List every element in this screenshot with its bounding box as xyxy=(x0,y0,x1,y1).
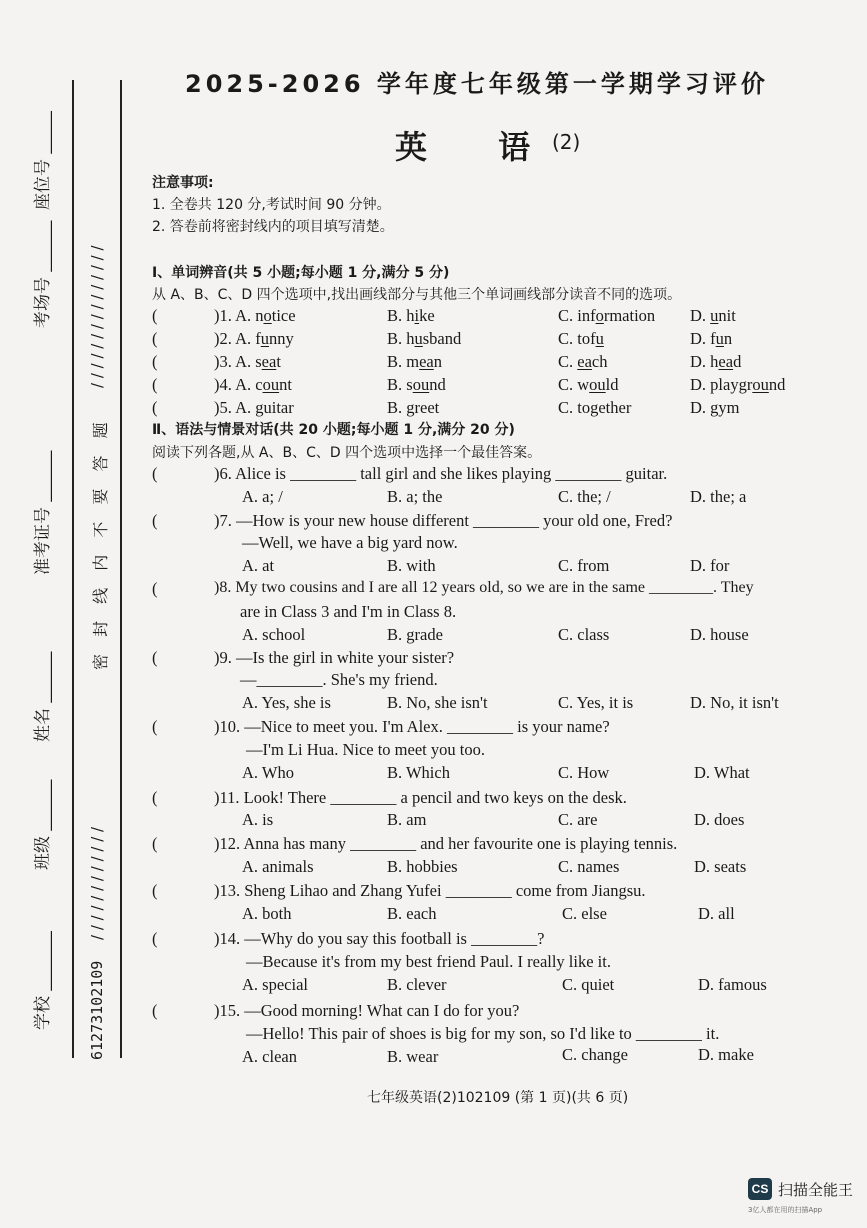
option-c: C. would xyxy=(558,375,619,394)
answer-bracket[interactable]: ( xyxy=(152,579,158,598)
answer-bracket[interactable]: ( xyxy=(152,648,158,667)
option-b: B. Which xyxy=(387,763,450,782)
question-stem: )11. Look! There ________ a pencil and two keys on the desk. xyxy=(214,788,627,807)
option-a: )5. A. guitar xyxy=(214,398,294,417)
option-d: D. fun xyxy=(690,329,733,348)
question-line-2: —I'm Li Hua. Nice to meet you too. xyxy=(246,740,485,759)
school-blank[interactable]: _______ xyxy=(33,931,53,991)
question-line-2: —Well, we have a big yard now. xyxy=(242,533,458,552)
notice-title: 注意事项: xyxy=(152,175,214,191)
option-b: B. wear xyxy=(387,1047,439,1066)
section-2-instructions: 阅读下列各题,从 A、B、C、D 四个选项中选择一个最佳答案。 xyxy=(152,445,542,461)
option-b: B. greet xyxy=(387,398,440,417)
option-a: )1. A. notice xyxy=(214,306,296,325)
slash-bottom: / / / / / / / / / / / / xyxy=(88,826,106,940)
option-a: )4. A. count xyxy=(214,375,292,394)
answer-bracket[interactable]: ( xyxy=(152,834,158,853)
option-c: C. else xyxy=(562,904,607,923)
answer-bracket[interactable]: ( xyxy=(152,1001,158,1020)
question-stem: )14. —Why do you say this football is ________? xyxy=(214,929,545,948)
option-b: B. a; the xyxy=(387,487,443,506)
exam-title: 2025-2026 学年度七年级第一学期学习评价 xyxy=(185,70,769,98)
option-d: D. does xyxy=(694,810,745,829)
option-a: A. at xyxy=(242,556,275,575)
question-stem: )15. —Good morning! What can I do for you? xyxy=(214,1001,520,1020)
option-d: D. unit xyxy=(690,306,736,325)
option-a: )3. A. seat xyxy=(214,352,281,371)
option-b: B. No, she isn't xyxy=(387,693,488,712)
option-c: C. How xyxy=(558,763,610,782)
class-blank[interactable]: ______ xyxy=(33,779,53,831)
camscanner-logo: CS xyxy=(748,1178,772,1200)
option-b: B. mean xyxy=(387,352,442,371)
room-label: 考场号 ______ xyxy=(33,220,53,328)
option-a: )2. A. funny xyxy=(214,329,294,348)
option-c: C. tofu xyxy=(558,329,604,348)
option-d: D. gym xyxy=(690,398,740,417)
section-1-instructions: 从 A、B、C、D 四个选项中,找出画线部分与其他三个单词画线部分读音不同的选项。 xyxy=(152,287,682,303)
option-a: A. a; / xyxy=(242,487,283,506)
answer-bracket[interactable]: ( xyxy=(152,788,158,807)
option-b: B. with xyxy=(387,556,436,575)
option-d: D. head xyxy=(690,352,742,371)
option-c: C. information xyxy=(558,306,656,325)
camscanner-tagline: 3亿人都在用的扫描App xyxy=(748,1206,823,1214)
question-stem: )13. Sheng Lihao and Zhang Yufei ________ come from Jiangsu. xyxy=(214,881,646,900)
option-d: D. make xyxy=(698,1045,754,1064)
option-d: D. house xyxy=(690,625,749,644)
option-c: C. together xyxy=(558,398,632,417)
option-a: A. is xyxy=(242,810,274,829)
option-d: D. What xyxy=(694,763,750,782)
answer-bracket[interactable]: ( xyxy=(152,352,158,371)
question-line-2: are in Class 3 and I'm in Class 8. xyxy=(240,602,457,621)
answer-bracket[interactable]: ( xyxy=(152,329,158,348)
notice-line-2: 2. 答卷前将密封线内的项目填写清楚。 xyxy=(152,219,394,235)
option-c: C. change xyxy=(562,1045,628,1064)
option-b: B. am xyxy=(387,810,427,829)
question-stem: )8. My two cousins and I are all 12 years old, so we are in the same ________. They xyxy=(214,579,754,596)
seat-blank[interactable]: _____ xyxy=(33,111,53,154)
seal-notice: 密 封 线 内 不 要 答 题 xyxy=(91,416,110,670)
subject-number: (2) xyxy=(552,130,581,154)
answer-bracket[interactable]: ( xyxy=(152,929,158,948)
question-stem: )6. Alice is ________ tall girl and she likes playing ________ guitar. xyxy=(214,464,668,483)
option-b: B. sound xyxy=(387,375,446,394)
question-stem: )10. —Nice to meet you. I'm Alex. ________ is your name? xyxy=(214,717,610,736)
option-b: B. clever xyxy=(387,975,447,994)
option-b: B. grade xyxy=(387,625,443,644)
name-label: 姓名 ______ xyxy=(33,651,53,742)
room-blank[interactable]: ______ xyxy=(33,220,53,272)
option-c: C. Yes, it is xyxy=(558,693,634,712)
option-b: B. hobbies xyxy=(387,857,458,876)
option-a: A. Who xyxy=(242,763,294,782)
question-stem: )12. Anna has many ________ and her favourite one is playing tennis. xyxy=(214,834,678,853)
exam-no-blank[interactable]: ______ xyxy=(33,450,53,502)
option-b: B. each xyxy=(387,904,437,923)
notice-line-1: 1. 全卷共 120 分,考试时间 90 分钟。 xyxy=(152,197,391,213)
exam-no-label: 准考证号 ______ xyxy=(33,450,53,575)
question-stem: )9. —Is the girl in white your sister? xyxy=(214,648,455,667)
option-c: C. each xyxy=(558,352,608,371)
paper-code: 61273102109 xyxy=(88,960,106,1060)
option-d: D. for xyxy=(690,556,730,575)
binding-line-right xyxy=(120,80,122,1058)
option-d: D. all xyxy=(698,904,735,923)
school-label: 学校 _______ xyxy=(33,931,53,1030)
answer-bracket[interactable]: ( xyxy=(152,464,158,483)
option-a: A. school xyxy=(242,625,306,644)
option-c: C. names xyxy=(558,857,620,876)
answer-bracket[interactable]: ( xyxy=(152,717,158,736)
question-line-2: —Hello! This pair of shoes is big for my son, so I'd like to ________ it. xyxy=(246,1024,720,1043)
option-c: C. the; / xyxy=(558,487,611,506)
option-c: C. are xyxy=(558,810,598,829)
option-d: D. famous xyxy=(698,975,767,994)
binding-line-left xyxy=(72,80,74,1058)
option-c: C. quiet xyxy=(562,975,615,994)
question-stem: )7. —How is your new house different ________ your old one, Fred? xyxy=(214,511,673,530)
option-d: D. No, it isn't xyxy=(690,693,779,712)
seat-label: 座位号 _____ xyxy=(33,111,53,210)
subject-title: 英 语 xyxy=(395,128,561,166)
name-blank[interactable]: ______ xyxy=(33,651,53,703)
class-label: 班级 ______ xyxy=(33,779,53,870)
option-a: A. animals xyxy=(242,857,314,876)
camscanner-name: 扫描全能王 xyxy=(778,1181,854,1199)
option-a: A. clean xyxy=(242,1047,297,1066)
option-a: A. both xyxy=(242,904,292,923)
answer-bracket[interactable]: ( xyxy=(152,398,158,417)
answer-bracket[interactable]: ( xyxy=(152,375,158,394)
answer-bracket[interactable]: ( xyxy=(152,306,158,325)
option-a: A. Yes, she is xyxy=(242,693,331,712)
option-a: A. special xyxy=(242,975,308,994)
option-c: C. from xyxy=(558,556,610,575)
answer-bracket[interactable]: ( xyxy=(152,511,158,530)
option-d: D. seats xyxy=(694,857,747,876)
option-c: C. class xyxy=(558,625,610,644)
page-footer: 七年级英语(2)102109 (第 1 页)(共 6 页) xyxy=(367,1090,629,1106)
option-b: B. hike xyxy=(387,306,435,325)
question-line-2: —Because it's from my best friend Paul. I really like it. xyxy=(246,952,611,971)
option-b: B. husband xyxy=(387,329,462,348)
section-1-title: Ⅰ、单词辨音(共 5 小题;每小题 1 分,满分 5 分) xyxy=(152,265,450,281)
section-2-title: Ⅱ、语法与情景对话(共 20 小题;每小题 1 分,满分 20 分) xyxy=(152,422,515,438)
option-d: D. the; a xyxy=(690,487,747,506)
option-d: D. playground xyxy=(690,375,786,394)
slash-top: / / / / / / / / / / / / / / / xyxy=(88,245,106,388)
answer-bracket[interactable]: ( xyxy=(152,881,158,900)
question-line-2: —________. She's my friend. xyxy=(240,670,438,689)
